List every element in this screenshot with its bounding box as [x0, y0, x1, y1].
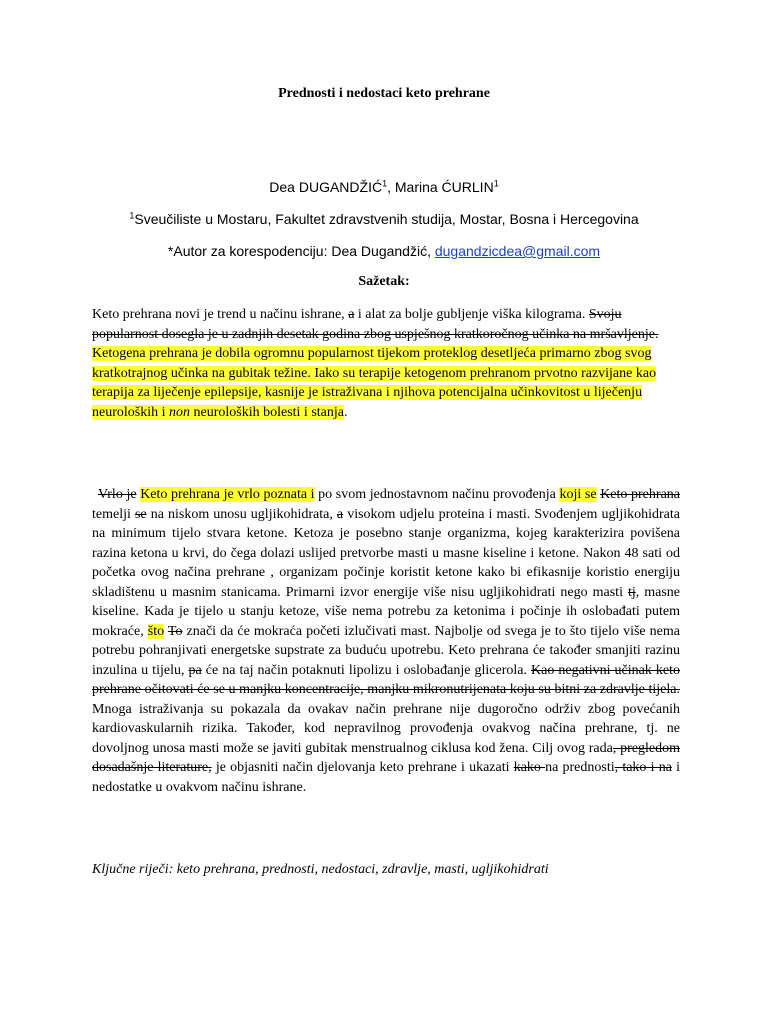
text-run: i alat za bolje gubljenje viška kilograma.: [354, 307, 589, 322]
text-run: će na taj način potaknuti lipolizu i oslobađanje glicerola.: [201, 662, 532, 678]
correspondence: [0, 243, 768, 259]
highlighted-text: Ketogena prehrana je dobila ogromnu popularnost tijekom proteklog desetljeća primarno zbog svog kratkotrajnog učinka na gubitak težine. Iako su terapije ketogenom prehranom prvotno razvijane kao terapija za liječenje epilepsije, kasnije je istraživana i njihova potencijalna učinkovitost u liječenju neuroloških i: [92, 346, 657, 420]
abstract-heading: Sažetak:: [358, 274, 410, 289]
affiliation-text: Sveučiliste u Mostaru, Fakultet zdravstvenih studija, Mostar, Bosna i Hercegovina: [134, 211, 639, 227]
author-separator: ,: [387, 179, 395, 195]
deleted-text: tj: [627, 584, 636, 600]
highlighted-text: što: [147, 623, 165, 639]
author-line: [0, 179, 768, 195]
keywords: Ključne riječi: keto prehrana, prednosti, nedostaci, zdravlje, masti, ugljikohidrati: [92, 862, 549, 877]
text-run: temelji: [92, 506, 135, 522]
highlighted-text: Keto prehrana je vrlo poznata i: [140, 487, 315, 502]
deleted-text: Svoju popularnost dosegla je u zadnjih desetak godina zbog uspješnog kratkoročnog učinka na mršavljenje.: [92, 307, 659, 342]
affiliation-marker: 1: [129, 210, 135, 221]
text-run: .: [343, 404, 348, 420]
correspondence-label: *Autor za korespodenciju: Dea Dugandžić,: [167, 243, 435, 259]
deleted-text: a: [348, 307, 355, 322]
abstract-paragraph: [92, 305, 684, 422]
text-run: na prednosti: [545, 760, 615, 775]
text-run: i nedostatke u ovakvom načinu ishrane.: [92, 760, 680, 795]
text-run: znači da će mokraća početi izlučivati mast. Najbolje od svega je to što tijelo više nema potrebu pohranjivati energetske supstrate za buduću upotrebu. Keto prehrana će također smanjiti razinu inzulina u tijelu,: [92, 623, 680, 678]
text-run: po svom jednostavnom načinu provođenja: [314, 487, 560, 502]
deleted-text: Keto prehrana: [600, 487, 680, 502]
deleted-text: , tako i na: [614, 760, 672, 775]
text-run: Mnoga istraživanja su pokazala da ovakav način prehrane nije dugoročno održiv zbog povećanih kardiovaskularnih rizika. Također, kod nepravilnog provođenja ovakvog načina prehrane, tj. ne dovoljnog unosa masti može se javiti gubitak menstrualnog ciklusa kod žena. Cilj ovog rada: [92, 701, 680, 756]
affiliation-marker: 1: [382, 178, 388, 189]
text-run: na niskom unosu ugljikohidrata,: [146, 506, 337, 522]
highlighted-italic-text: non: [169, 404, 190, 420]
text-run: Keto prehrana novi je trend u načinu ishrane,: [92, 307, 349, 322]
highlighted-text: neuroloških bolesti i stanja: [190, 404, 344, 420]
deleted-text: pa: [188, 662, 202, 678]
author-name: Marina ĆURLIN: [394, 179, 494, 195]
author-name: Dea DUGANDŽIĆ: [269, 179, 383, 195]
deleted-text: kako: [513, 760, 546, 775]
deleted-text: Kao negativni učinak keto prehrane očitovati će se u manjku koncentracije, manjku mikronutrijenata koju su bitni za zdravlje tijela.: [92, 662, 681, 697]
deleted-text: To: [167, 623, 183, 639]
body-paragraph: [92, 485, 680, 797]
text-run: visokom udjelu proteina i masti. Svođenjem ugljikohidrata na minimum tijelo stvara ketone. Ketoza je posebno stanje organizma, kojeg karakterizira povišena razina ketona u krvi, do čega dolazi uslijed pretvorbe masti u masne kiseline i ketone. Nakon 48 sati od početka ovog načina prehrane , organizam počinje koristit ketone kako bi efikasnije koristio energiju skladištenu u masnim stanicama. Primarni izvor energije više nisu ugljikohidrati nego masti: [92, 506, 680, 600]
deleted-text: a: [336, 506, 344, 522]
text-run: , masne kiseline. Kada je tijelo u stanju ketoze, više nema potrebu za ketonima i počinje ih oslobađati putem mokraće,: [92, 584, 680, 639]
highlighted-text: koji se: [559, 487, 597, 502]
text-run: je objasniti način djelovanja keto prehrane i ukazati: [211, 760, 514, 775]
deleted-text: , pregledom dosadašnje literature,: [92, 740, 680, 775]
deleted-text: Vrlo je: [98, 487, 137, 502]
page-title: Prednosti i nedostaci keto prehrane: [278, 86, 490, 101]
affiliation: [0, 211, 768, 227]
deleted-text: se: [134, 506, 147, 522]
affiliation-marker: 1: [493, 178, 499, 189]
email-link[interactable]: dugandzicdea@gmail.com: [434, 243, 601, 259]
